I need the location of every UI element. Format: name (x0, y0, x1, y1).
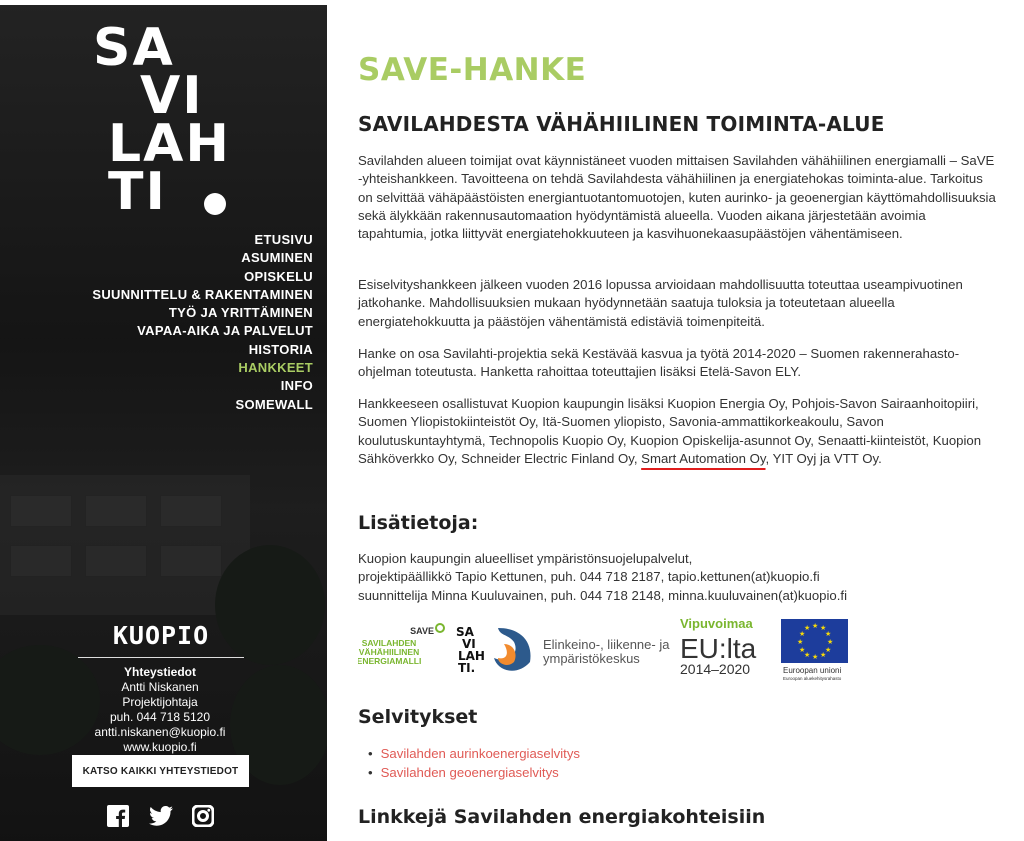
save-logo-line: ENERGIAMALLI (358, 656, 422, 666)
nav-item-suunnittelu-rakentaminen[interactable]: SUUNNITTELU & RAKENTAMINEN (92, 286, 313, 302)
contact-info (40, 665, 280, 755)
svg-text:★: ★ (804, 651, 811, 659)
nav-item-opiskelu[interactable]: OPISKELU (244, 268, 313, 284)
reports-list (368, 744, 580, 782)
background-window (10, 495, 72, 527)
svg-text:★: ★ (825, 630, 832, 638)
save-logo-line: VÄHÄHIILINEN (358, 647, 420, 657)
nav-item-asuminen[interactable]: ASUMINEN (241, 250, 313, 266)
list-item (368, 763, 580, 782)
contact-name: Antti Niskanen (121, 680, 199, 694)
eu-flag-subcaption: Euroopan aluekehitysrahasto (783, 676, 842, 681)
mini-logo-text: VI (462, 637, 476, 651)
save-logo-line: SAVILAHDEN (361, 638, 417, 648)
partner-logos (358, 614, 998, 684)
contact-web[interactable]: www.kuopio.fi (123, 740, 197, 754)
eu-leverage-years: 2014–2020 (680, 661, 751, 677)
more-info-line: suunnittelija Minna Kuuluvainen, puh. 044 718 2148, minna.kuuluvainen(at)kuopio.fi (358, 587, 848, 603)
contact-email[interactable]: antti.niskanen@kuopio.fi (94, 725, 226, 739)
main-navigation (92, 231, 313, 414)
nav-item-tyo-yrittaminen[interactable]: TYÖ JA YRITTÄMINEN (168, 305, 313, 321)
logo-dot (204, 193, 226, 215)
ely-logo (494, 628, 670, 671)
svg-text:★: ★ (797, 638, 804, 646)
svg-text:★: ★ (799, 646, 806, 654)
svg-text:★: ★ (812, 622, 819, 630)
highlighted-partner: Smart Automation Oy (641, 450, 766, 466)
links-heading: Linkkejä Savilahden energiakohteisiin (358, 806, 766, 828)
savilahti-mini-logo (456, 625, 485, 675)
eu-leverage-text: EU:lta (680, 633, 757, 664)
background-window (85, 545, 147, 577)
save-logo (358, 624, 444, 666)
svg-text:★: ★ (825, 646, 832, 654)
background-window (160, 495, 222, 527)
paragraph-followup: Esiselvityshankkeen jälkeen vuoden 2016 lopussa arvioidaan mahdollisuutta toteuttaa useampivuotinen jatkohanke. Mahdollisuuksien mukaan hyödynnetään saatuja tuloksia ja toteutetaan alueella energiatehokkuutta ja päästöjen vähentämistä edistäviä toimenpiteitä. (358, 277, 963, 329)
eu-flag-caption: Euroopan unioni (783, 666, 842, 675)
more-info-line: Kuopion kaupungin alueelliset ympäristönsuojelupalvelut, (358, 551, 693, 566)
report-link-solar[interactable]: Savilahden aurinkoenergiaselvitys (380, 746, 581, 761)
kuopio-logo[interactable]: KUOPIO (112, 621, 210, 650)
svg-text:★: ★ (827, 638, 834, 646)
page-title: SAVE-HANKE (358, 52, 587, 88)
contact-role: Projektijohtaja (122, 695, 198, 709)
sidebar (0, 5, 327, 841)
svg-text:★: ★ (820, 651, 827, 659)
svg-text:★: ★ (820, 624, 827, 632)
list-item (368, 744, 580, 763)
logo-text: LAH (108, 114, 231, 174)
more-info-text (358, 550, 998, 605)
more-info-heading: Lisätietoja: (358, 512, 479, 534)
more-info-line: projektipäällikkö Tapio Kettunen, puh. 044 718 2187, tapio.kettunen(at)kuopio.fi (358, 569, 820, 585)
eu-flag (781, 619, 848, 681)
paragraph-funding: Hanke on osa Savilahti-projektia sekä Kestävää kasvua ja työtä 2014-2020 – Suomen rakennerahasto-ohjelman toteutusta. Hanketta rahoittaa toteuttajien lisäksi Etelä-Savon ELY. (358, 346, 960, 380)
background-window (85, 495, 147, 527)
ely-logo-line: ympäristökeskus (543, 651, 640, 666)
nav-item-info[interactable]: INFO (280, 378, 313, 394)
save-logo-top: SAVE (410, 626, 434, 636)
logo-text: VI (140, 66, 204, 126)
mini-logo-text: LAH (458, 649, 485, 663)
twitter-icon[interactable] (149, 805, 173, 827)
background-window (160, 545, 222, 577)
ely-logo-line: Elinkeino-, liikenne- ja (543, 637, 670, 652)
paragraph-intro: Savilahden alueen toimijat ovat käynnistäneet vuoden mittaisen Savilahden vähähiilinen energiamalli – SaVE -yhteishankkeen. Tavoitteena on tehdä Savilahdesta vähähiilinen ja energiatehokas toiminta-alue. Tarkoitus on selvittää vähäpäästöisten energiantuotantomuotojen, kuten aurinko- ja geoenergian käyttömahdollisuuksia sekä älykkään rakennusautomaation hyödyntämistä alueella. Vuoden aikana järjestetään avoimia tapahtumia, jotka liittyvät energiatehokkuuteen ja kasvihuonekaasupäästöjen vähentämiseen. (358, 153, 996, 242)
instagram-icon[interactable] (192, 805, 214, 827)
contact-phone: puh. 044 718 5120 (109, 710, 211, 724)
eu-leverage-logo (680, 616, 757, 677)
divider (78, 657, 244, 658)
logo-text: SA (93, 18, 175, 78)
background-window (10, 545, 72, 577)
nav-item-historia[interactable]: HISTORIA (248, 341, 313, 357)
partners-text-end: , YIT Oyj ja VTT Oy. (765, 450, 882, 466)
svg-text:★: ★ (812, 653, 819, 661)
partners-text: Hankkeeseen osallistuvat Kuopion kaupungin lisäksi Kuopion Energia Oy, Pohjois-Savon Sairaanhoitopiiri, Suomen Yliopistokiinteistöt Oy, Itä-Suomen yliopisto, Savonia-ammattikorkeakoulu, Savon koulutuskuntayhtymä, Technopolis Kuopio Oy, Kuopion Opiskelija-asunnot Oy, Senaatti-kiinteistöt, Kuopion Sähköverkko Oy, Schneider Electric Finland Oy, (358, 396, 982, 466)
reports-heading: Selvitykset (358, 706, 478, 728)
nav-item-hankkeet[interactable]: HANKKEET (238, 360, 313, 376)
nav-item-somewall[interactable]: SOMEWALL (235, 396, 313, 412)
paragraph-partners (358, 395, 998, 468)
all-contacts-button[interactable]: KATSO KAIKKI YHTEYSTIEDOT (72, 755, 249, 787)
nav-item-etusivu[interactable]: ETUSIVU (254, 232, 313, 247)
eu-leverage-top: Vipuvoimaa (680, 616, 753, 631)
logo-text: TI (108, 162, 167, 222)
svg-text:★: ★ (799, 630, 806, 638)
mini-logo-text: TI. (458, 661, 476, 675)
facebook-icon[interactable] (107, 805, 129, 827)
mini-logo-text: SA (456, 625, 474, 639)
contact-heading: Yhteystiedot (123, 665, 196, 679)
page-subtitle: SAVILAHDESTA VÄHÄHIILINEN TOIMINTA-ALUE (358, 112, 885, 136)
nav-item-vapaa-aika-palvelut[interactable]: VAPAA-AIKA JA PALVELUT (137, 323, 313, 339)
report-link-geo[interactable]: Savilahden geoenergiaselvitys (380, 765, 559, 780)
partner-logos-image (358, 614, 998, 684)
svg-text:★: ★ (804, 624, 811, 632)
